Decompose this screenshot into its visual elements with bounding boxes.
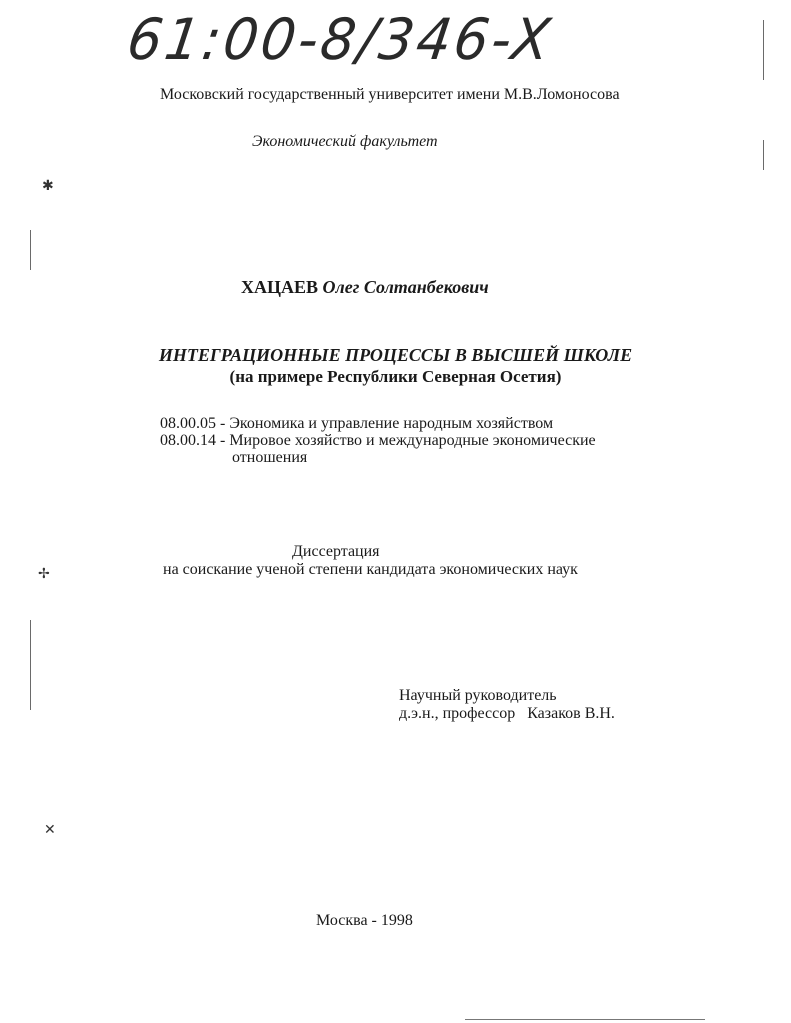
advisor-details: д.э.н., профессор Казаков В.Н. (399, 705, 615, 722)
specialty-line: 08.00.14 - Мировое хозяйство и международные экономические (160, 432, 596, 449)
author-given-names: Олег Солтанбекович (322, 277, 489, 297)
author-surname: ХАЦАЕВ (241, 277, 319, 297)
scan-edge-line-right (763, 20, 764, 80)
scan-speck-icon: ✢ (38, 566, 50, 582)
specialty-line-continuation: отношения (232, 449, 308, 466)
university-name: Московский государственный университет имени М.В.Ломоносова (160, 86, 620, 103)
advisor-label: Научный руководитель (399, 687, 557, 704)
dissertation-subtitle: (на примере Республики Северная Осетия) (229, 367, 562, 386)
specialty-line: 08.00.05 - Экономика и управление народным хозяйством (160, 415, 554, 432)
handwritten-catalog-number: 61:00-8/346-X (123, 6, 557, 73)
scan-speck-icon: ✱ (42, 178, 54, 194)
scan-bottom-line (465, 1019, 705, 1020)
scan-speck-icon: ✕ (44, 822, 56, 838)
dissertation-label: Диссертация (292, 543, 380, 560)
scan-edge-line-right (763, 140, 764, 170)
faculty-name: Экономический факультет (252, 133, 438, 150)
scan-edge-line-left (30, 230, 31, 270)
city-year: Москва - 1998 (316, 912, 413, 929)
author-name (241, 277, 489, 298)
dissertation-title: ИНТЕГРАЦИОННЫЕ ПРОЦЕССЫ В ВЫСШЕЙ ШКОЛЕ (158, 345, 633, 365)
scan-edge-line-left (30, 620, 31, 710)
degree-text: на соискание ученой степени кандидата экономических наук (163, 561, 578, 578)
